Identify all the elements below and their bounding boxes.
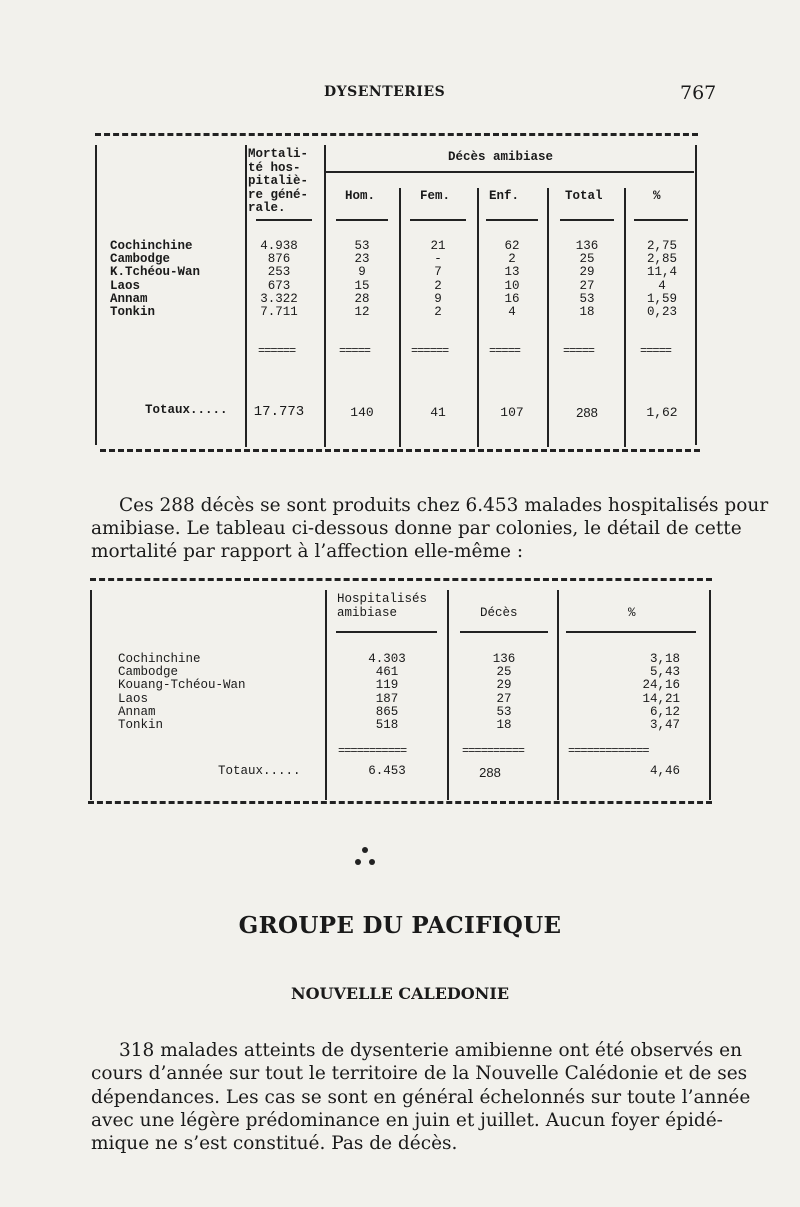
table-1-header-fem: Fem.: [420, 189, 451, 203]
table-2-header-pct: %: [628, 606, 636, 620]
table-1-header-underline: [410, 219, 466, 221]
table-2-row-name: Cochinchine: [118, 652, 201, 666]
table-1-header-hom: Hom.: [345, 189, 376, 203]
table-1-divider: [547, 188, 549, 447]
table-1-header-pct: %: [653, 189, 661, 203]
table-2-left-border: [90, 590, 92, 800]
table-1-col-hom: 53 23 9 15 28 12: [354, 239, 370, 320]
table-1-divider: [245, 145, 247, 447]
table-2-totals-label: Totaux.....: [218, 764, 301, 778]
table-1-header-total: Total: [565, 189, 603, 203]
table-1-col-pct: 2,75 2,85 11,4 4 1,59 0,23: [646, 239, 677, 320]
table-2-total-pct: 4,46: [649, 764, 680, 778]
table-1-header-underline: [486, 219, 538, 221]
table-1-row-name: Tonkin: [110, 305, 156, 320]
table-2-row-name: Tonkin: [118, 718, 164, 733]
table-1-header-underline: [560, 219, 614, 221]
table-2-divider: [557, 590, 559, 800]
table-2-top-border: [90, 578, 712, 581]
table-1-header-underline: [336, 219, 388, 221]
table-2-total-hospitalises: 6.453: [368, 764, 406, 778]
table-1-divider: [399, 188, 401, 447]
table-1-row-name: Cochinchine: [110, 239, 193, 253]
table-1-col-total: 136 25 29 27 53 18: [575, 239, 599, 320]
table-1-divider: [324, 145, 326, 447]
page-number: 767: [680, 82, 717, 104]
table-1-row-name: Cambodge: [110, 252, 171, 267]
table-2-header-deces: Décès: [480, 606, 518, 620]
section-title: GROUPE DU PACIFIQUE: [238, 912, 562, 939]
table-1-header-group: Décès amibiase: [448, 150, 554, 164]
table-1-top-border: [95, 133, 698, 136]
table-1-group-rule: [326, 171, 694, 173]
table-2-header-underline: [336, 631, 437, 633]
table-2-row-name: Kouang-Tchéou-Wan: [118, 678, 246, 693]
table-1-row-name: Annam: [110, 291, 148, 306]
table-1-total-separator: ======: [411, 344, 449, 358]
section-subtitle: NOUVELLE CALEDONIE: [290, 984, 510, 1003]
table-1-total-mortalite: 17.773: [253, 404, 305, 420]
table-2-total-separator: ===========: [338, 744, 407, 758]
table-1-left-border: [95, 145, 97, 445]
table-1-total-hom: 140: [350, 405, 374, 420]
table-2-row-name: Cambodge: [118, 665, 179, 680]
paragraph-2: 318 malades atteints de dysenterie amibienne ont été observés en cours d’année sur tout le territoire de la Nouvelle Calédonie et de ses dépendances. Les cas se sont en général échelonnés sur toute l’année avec une légère prédominance en juin et juillet. Aucun foyer épidé- mique ne s’est constitué. Pas de décès.: [91, 1040, 751, 1155]
table-1-total-separator: =====: [563, 344, 595, 358]
table-1-totals-label: Totaux.....: [145, 403, 228, 417]
ornament-dots-icon: [352, 845, 378, 869]
table-1-col-enf: 62 2 13 10 16 4: [504, 239, 520, 320]
table-2-col-pct: 3,18 5,43 24,16 14,21 6,12 3,47: [642, 652, 680, 733]
table-1-total-total: 288: [576, 405, 598, 420]
table-1-divider: [477, 188, 479, 447]
table-2-total-separator: =============: [568, 744, 649, 758]
table-2-header-hospitalises: Hospitalisés amibiase: [337, 592, 428, 620]
table-1-total-separator: =====: [640, 344, 672, 358]
table-1-col-mortalite: 4.938 876 253 673 3.322 7.711: [260, 239, 298, 320]
table-1-total-pct: 1,62: [646, 405, 678, 420]
table-1-bottom-border: [100, 449, 700, 452]
table-2-right-border: [709, 590, 711, 800]
table-2-row-name: Laos: [118, 691, 149, 706]
table-1-header-enf: Enf.: [489, 189, 520, 203]
table-1-row-name: Laos: [110, 278, 141, 293]
table-1-row-names: [110, 240, 200, 319]
table-1-right-border: [695, 145, 697, 445]
paragraph-1: Ces 288 décès se sont produits chez 6.453 malades hospitalisés pour amibiase. Le tableau ci-dessous donne par colonies, le détail de cette mortalité par rapport à l’affection elle-même :: [91, 495, 769, 562]
table-1-col-fem: 21 - 7 2 9 2: [430, 239, 446, 320]
table-2-row-names: [118, 653, 246, 732]
table-2-header-underline: [566, 631, 696, 633]
table-1-header-underline: [634, 219, 688, 221]
table-1-total-separator: =====: [489, 344, 521, 358]
table-2-total-separator: ==========: [462, 744, 525, 758]
running-title: DYSENTERIES: [324, 84, 446, 100]
table-1-total-fem: 41: [430, 405, 446, 420]
table-2-col-deces: 136 25 29 27 53 18: [492, 652, 516, 733]
table-2-total-deces: 288: [479, 765, 501, 780]
table-2-col-hospitalises: 4.303 461 119 187 865 518: [368, 652, 406, 733]
table-1-total-separator: ======: [258, 344, 296, 358]
table-1-header-underline: [256, 219, 312, 221]
table-2-header-underline: [460, 631, 548, 633]
table-2-row-name: Annam: [118, 704, 156, 719]
table-2-divider: [325, 590, 327, 800]
table-1-header-mortalite: Mortali- té hos- pitaliè- re géné- rale.: [248, 147, 309, 215]
table-1-row-name: K.Tchéou-Wan: [110, 265, 201, 280]
table-1-divider: [624, 188, 626, 447]
table-1-total-separator: =====: [339, 344, 371, 358]
table-2-bottom-border: [88, 801, 712, 804]
table-1-total-enf: 107: [500, 405, 524, 420]
